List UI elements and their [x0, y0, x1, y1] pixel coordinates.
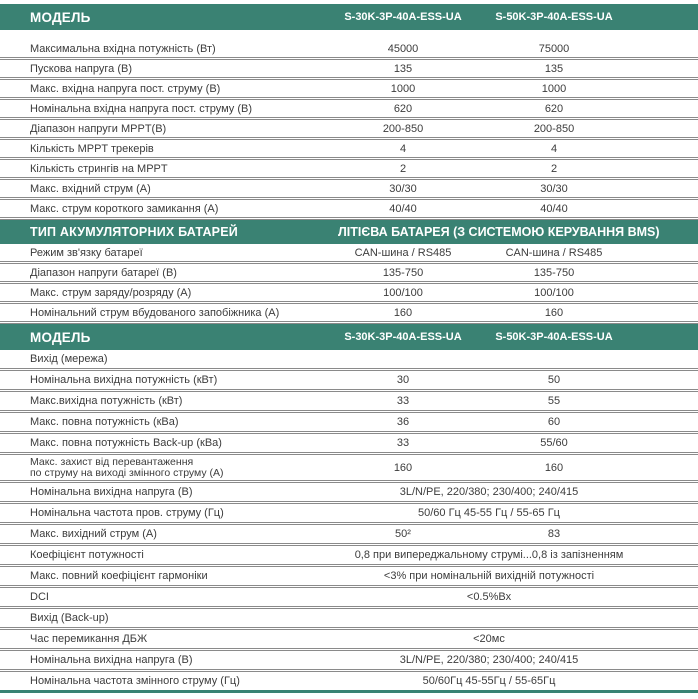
- spec-label: Пускова напруга (В): [30, 62, 132, 75]
- spec-row: [0, 413, 698, 434]
- spec-row: [0, 200, 698, 220]
- spec-value-col1: 36: [396, 416, 410, 428]
- spec-value-col1: 200-850: [382, 122, 424, 135]
- spec-label: Номінальна вихідна потужність (кВт): [30, 374, 218, 386]
- spec-row: [0, 160, 698, 180]
- model-name-col2: S-50K-3P-40A-ESS-UA: [495, 331, 613, 343]
- spec-row: [0, 483, 698, 504]
- spec-value-col2: 40/40: [540, 202, 568, 215]
- spec-row: [0, 504, 698, 525]
- spec-table: [0, 4, 698, 693]
- spec-value-span: 3L/N/PE, 220/380; 230/400; 240/415: [399, 654, 579, 666]
- spec-value-col2: 50: [547, 374, 561, 386]
- model-header-band: [0, 4, 698, 30]
- spec-value-col2: 55/60: [540, 437, 568, 449]
- spec-value-col1: 135: [393, 62, 413, 75]
- spec-row: [0, 264, 698, 284]
- model-name-col2: S-50K-3P-40A-ESS-UA: [495, 11, 613, 23]
- spec-label: Номінальна частота пров. струму (Гц): [30, 507, 224, 519]
- spec-value-col2: 135: [544, 62, 564, 75]
- spec-row: [0, 630, 698, 651]
- spec-label: Номінальна частота змінного струму (Гц): [30, 675, 240, 687]
- spec-label: Номінальна вихідна напруга (В): [30, 654, 193, 666]
- spec-value-span: 3L/N/PE, 220/380; 230/400; 240/415: [399, 486, 579, 498]
- spec-label: Макс. вхідна напруга пост. струму (В): [30, 82, 221, 95]
- spec-label: Діапазон напруги MPPT(В): [30, 122, 167, 135]
- subsection-label: Вихід (мережа): [30, 353, 108, 365]
- spec-label: Кількість стрингів на MPPT: [30, 162, 168, 175]
- spec-value-col2: 60: [547, 416, 561, 428]
- spec-value-col2: 100/100: [534, 286, 574, 299]
- spec-row: [0, 80, 698, 100]
- spec-row: [0, 371, 698, 392]
- spec-label: Коефіцієнт потужності: [30, 549, 144, 561]
- spec-row: [0, 525, 698, 546]
- model-header-band: [0, 324, 698, 350]
- spec-label: Номінальна вихідна напруга (В): [30, 486, 193, 498]
- spec-value-col1: 160: [393, 306, 413, 319]
- spec-value-col1: 100/100: [383, 286, 423, 299]
- spec-value-col1: 45000: [387, 42, 419, 55]
- spec-label: Максимальна вхідна потужність (Вт): [30, 42, 216, 55]
- spec-value-col2: 200-850: [533, 122, 575, 135]
- spec-row: [0, 244, 698, 264]
- spec-value-col1: 4: [399, 142, 407, 155]
- spec-row: [0, 100, 698, 120]
- spec-label: Номінальний струм вбудованого запобіжника (А): [30, 306, 280, 319]
- spec-label: Час перемикання ДБЖ: [30, 633, 148, 645]
- spec-value-col2: CAN-шина / RS485: [505, 246, 603, 259]
- spec-row: [0, 546, 698, 567]
- spec-label: Номінальна вхідна напруга пост. струму (В): [30, 102, 253, 115]
- spec-label: Макс. струм заряду/розряду (А): [30, 286, 192, 299]
- spec-label: Макс.вихідна потужність (кВт): [30, 395, 183, 407]
- spec-row: [0, 304, 698, 324]
- spec-label: Макс. повна потужність Back-up (кВа): [30, 437, 222, 449]
- spec-value-col1: 1000: [390, 82, 416, 95]
- spec-value-col1: 135-750: [382, 266, 424, 279]
- spec-value-col2: 160: [544, 306, 564, 319]
- header-gap: [0, 30, 698, 40]
- spec-value-col1: 50²: [395, 528, 411, 540]
- spec-label: Макс. вихідний струм (А): [30, 528, 157, 540]
- spec-row: [0, 651, 698, 672]
- spec-value-col1: 40/40: [389, 202, 417, 215]
- spec-label: Кількість MPPT трекерів: [30, 142, 154, 155]
- spec-value-col1: 30/30: [389, 182, 417, 195]
- battery-type-title: ТИП АКУМУЛЯТОРНИХ БАТАРЕЙ: [30, 225, 238, 239]
- subsection-label: Вихід (Back-up): [30, 612, 109, 624]
- spec-row: [0, 455, 698, 483]
- spec-value-col2: 30/30: [540, 182, 568, 195]
- spec-row: [0, 120, 698, 140]
- spec-row: [0, 588, 698, 609]
- spec-value-span: 0,8 при випереджальному струмі...0,8 із запізненням: [354, 549, 624, 561]
- spec-value-col2: 4: [550, 142, 558, 155]
- subsection-row: [0, 609, 698, 630]
- spec-label: Діапазон напруги батареї (В): [30, 266, 177, 279]
- spec-value-span: <20мс: [473, 633, 505, 645]
- spec-row: [0, 180, 698, 200]
- spec-label: Макс. вхідний струм (А): [30, 182, 151, 195]
- spec-value-col2: 55: [547, 395, 561, 407]
- spec-label-line1: Макс. захист від перевантаження: [30, 455, 194, 468]
- model-header-title: МОДЕЛЬ: [30, 329, 91, 345]
- spec-value-col2: 2: [550, 162, 558, 175]
- spec-value-col2: 160: [544, 461, 564, 474]
- spec-value-col1: 2: [399, 162, 407, 175]
- spec-value-col2: 1000: [541, 82, 567, 95]
- spec-row: [0, 392, 698, 413]
- spec-value-col1: 33: [396, 437, 410, 449]
- spec-value-col1: 160: [393, 461, 413, 474]
- spec-row: [0, 672, 698, 693]
- model-name-col1: S-30K-3P-40A-ESS-UA: [344, 11, 462, 23]
- spec-row: [0, 140, 698, 160]
- spec-value-span: 50/60 Гц 45-55 Гц / 55-65 Гц: [418, 507, 560, 519]
- spec-value-col1: 33: [396, 395, 410, 407]
- spec-value-col1: 30: [396, 374, 410, 386]
- spec-row: [0, 434, 698, 455]
- spec-row: [0, 284, 698, 304]
- spec-value-span: <0.5%Вх: [466, 591, 512, 603]
- spec-label-line2: по струму на виході змінного струму (А): [30, 466, 224, 479]
- spec-value-col1: CAN-шина / RS485: [354, 246, 452, 259]
- spec-value-span: <3% при номінальній вихідній потужності: [383, 570, 595, 582]
- spec-label: DCI: [30, 591, 49, 603]
- spec-label: Режим зв'язку батареї: [30, 246, 143, 259]
- battery-type-value: ЛІТІЄВА БАТАРЕЯ (З СИСТЕМОЮ КЕРУВАННЯ BMS): [338, 225, 660, 239]
- spec-label: Макс. повний коефіцієнт гармоніки: [30, 570, 208, 582]
- spec-value-col2: 135-750: [533, 266, 575, 279]
- spec-row: [0, 60, 698, 80]
- spec-value-span: 50/60Гц 45-55Гц / 55-65Гц: [422, 675, 556, 687]
- spec-value-col2: 83: [547, 528, 561, 540]
- spec-row: [0, 567, 698, 588]
- spec-value-col1: 620: [393, 102, 413, 115]
- model-header-title: МОДЕЛЬ: [30, 9, 91, 25]
- spec-label: Макс. повна потужність (кВа): [30, 416, 179, 428]
- spec-value-col2: 75000: [538, 42, 570, 55]
- model-name-col1: S-30K-3P-40A-ESS-UA: [344, 331, 462, 343]
- spec-row: [0, 40, 698, 60]
- spec-value-col2: 620: [544, 102, 564, 115]
- spec-label: Макс. струм короткого замикання (А): [30, 202, 219, 215]
- spec-label: [0, 457, 338, 479]
- subsection-row: [0, 350, 698, 371]
- battery-type-header-band: [0, 220, 698, 244]
